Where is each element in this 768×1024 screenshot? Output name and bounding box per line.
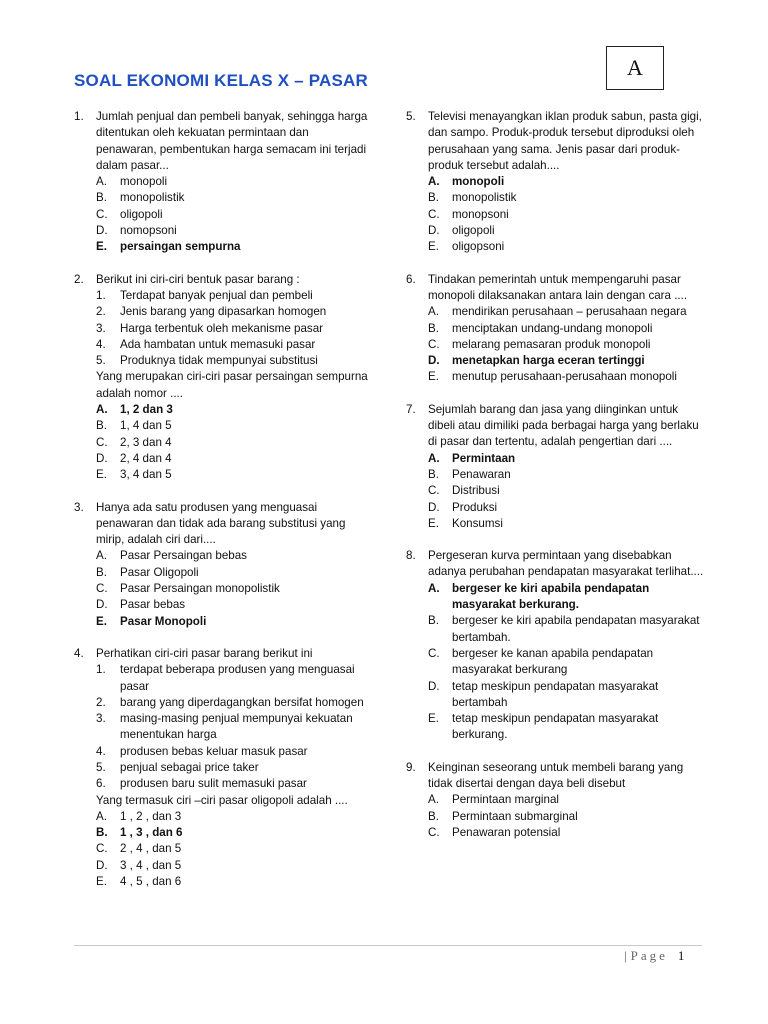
- statement-label: 5.: [96, 760, 106, 774]
- option-text: bergeser ke kiri apabila pendapatan masyarakat berkurang.: [452, 581, 650, 612]
- option-text: monopolistik: [120, 191, 185, 205]
- option-text: 4 , 5 , dan 6: [120, 875, 182, 889]
- question-continuation: Yang merupakan ciri-ciri pasar persaingan sempurna adalah nomor ....: [96, 370, 368, 400]
- option-label: E.: [96, 240, 107, 254]
- option-text: 1 , 2 , dan 3: [120, 809, 182, 823]
- question-text: Pergeseran kurva permintaan yang disebabkan adanya perubahan pendapatan masyarakat terlihat....: [428, 549, 704, 579]
- option-text: monopsoni: [452, 207, 509, 221]
- question-number: 8.: [406, 549, 416, 563]
- option-c: [406, 825, 706, 841]
- option-a: [406, 581, 706, 614]
- statement-text: Harga terbentuk oleh mekanisme pasar: [120, 321, 323, 335]
- statement-1: [74, 288, 370, 304]
- option-text: melarang pemasaran produk monopoli: [452, 337, 651, 351]
- statement-4: [74, 337, 370, 353]
- question-9: [406, 760, 706, 841]
- option-text: Penawaran: [452, 467, 511, 481]
- statement-label: 3.: [96, 321, 106, 335]
- option-label: B.: [428, 809, 439, 823]
- option-b: [74, 825, 370, 841]
- option-label: C.: [428, 337, 440, 351]
- option-b: [406, 467, 706, 483]
- statement-label: 1.: [96, 663, 106, 677]
- option-a: [406, 792, 706, 808]
- statement-label: 5.: [96, 354, 106, 368]
- statement-label: 4.: [96, 744, 106, 758]
- option-label: B.: [96, 565, 107, 579]
- statement-label: 6.: [96, 777, 106, 791]
- option-text: 2, 4 dan 4: [120, 451, 172, 465]
- question-7: [406, 402, 706, 532]
- option-text: 2 , 4 , dan 5: [120, 842, 182, 856]
- question-number: 3.: [74, 500, 84, 514]
- option-label: A.: [428, 581, 440, 595]
- statement-text: penjual sebagai price taker: [120, 760, 259, 774]
- page-number: 1: [677, 948, 685, 963]
- option-label: B.: [428, 614, 439, 628]
- option-label: B.: [96, 191, 107, 205]
- option-e: [74, 614, 370, 630]
- option-e: [406, 516, 706, 532]
- option-b: [74, 418, 370, 434]
- option-text: Distribusi: [452, 484, 500, 498]
- option-text: bergeser ke kiri apabila pendapatan masyarakat bertambah.: [452, 614, 700, 644]
- question-8: [406, 548, 706, 744]
- option-text: nomopsoni: [120, 224, 177, 238]
- option-e: [406, 239, 706, 255]
- option-label: C.: [96, 207, 108, 221]
- question-number: 1.: [74, 110, 84, 123]
- option-a: [406, 304, 706, 320]
- question-text: Berikut ini ciri-ciri bentuk pasar barang :: [96, 272, 300, 286]
- statement-text: barang yang diperdagangkan bersifat homogen: [120, 695, 364, 709]
- question-text: Televisi menayangkan iklan produk sabun, pasta gigi, dan sampo. Produk-produk tersebut diproduksi oleh perusahaan yang sama. Jenis pasar dari produk-produk tersebut adalah....: [428, 110, 702, 172]
- option-label: E.: [96, 614, 107, 628]
- page-label: Page: [630, 948, 668, 963]
- option-b: [406, 190, 706, 206]
- option-b: [406, 321, 706, 337]
- option-label: A.: [96, 403, 108, 417]
- option-c: [406, 483, 706, 499]
- question-text: Keinginan seseorang untuk membeli barang yang tidak disertai dengan daya beli disebut: [428, 760, 684, 790]
- option-a: [74, 402, 370, 418]
- statement-text: Jenis barang yang dipasarkan homogen: [120, 305, 327, 319]
- option-label: E.: [96, 875, 107, 889]
- option-c: [74, 207, 370, 223]
- option-text: Pasar Monopoli: [120, 614, 207, 628]
- option-label: B.: [428, 321, 439, 335]
- option-c: [406, 207, 706, 223]
- option-label: E.: [428, 712, 439, 726]
- statement-2: [74, 695, 370, 711]
- option-text: Permintaan submarginal: [452, 809, 578, 823]
- option-label: E.: [96, 468, 107, 482]
- option-text: menciptakan undang-undang monopoli: [452, 321, 653, 335]
- option-text: monopoli: [120, 175, 168, 189]
- option-label: D.: [96, 224, 108, 238]
- statement-text: masing-masing penjual mempunyai kekuatan menentukan harga: [120, 712, 353, 742]
- option-text: oligopsoni: [452, 240, 505, 254]
- option-label: E.: [428, 516, 439, 530]
- option-label: E.: [428, 370, 439, 384]
- footer-separator: |: [624, 948, 627, 963]
- option-d: [406, 500, 706, 516]
- option-label: D.: [96, 451, 108, 465]
- option-e: [406, 369, 706, 385]
- option-b: [74, 190, 370, 206]
- question-2: [74, 272, 370, 484]
- option-label: C.: [96, 435, 108, 449]
- option-text: 3 , 4 , dan 5: [120, 858, 182, 872]
- option-text: tetap meskipun pendapatan masyarakat berkurang.: [452, 712, 659, 742]
- option-d: [74, 597, 370, 613]
- statement-text: produsen baru sulit memasuki pasar: [120, 777, 307, 791]
- option-c: [406, 646, 706, 679]
- option-a: [74, 548, 370, 564]
- question-number: 4.: [74, 646, 84, 660]
- question-number: 7.: [406, 402, 416, 416]
- option-text: tetap meskipun pendapatan masyarakat bertambah: [452, 679, 659, 709]
- statement-label: 4.: [96, 337, 106, 351]
- option-d: [406, 679, 706, 712]
- option-text: 1 , 3 , dan 6: [120, 826, 183, 840]
- option-label: D.: [428, 354, 440, 368]
- option-label: D.: [428, 679, 440, 693]
- option-e: [74, 239, 370, 255]
- question-text: Jumlah penjual dan pembeli banyak, sehingga harga ditentukan oleh kekuatan permintaan dan penawaran, pembentukan harga semacam ini terjadi dalam pasar...: [96, 110, 368, 172]
- option-text: Pasar bebas: [120, 598, 186, 612]
- option-label: C.: [428, 207, 440, 221]
- statement-text: Ada hambatan untuk memasuki pasar: [120, 337, 316, 351]
- option-text: Pasar Oligopoli: [120, 565, 199, 579]
- question-3: [74, 500, 370, 630]
- statement-text: produsen bebas keluar masuk pasar: [120, 744, 308, 758]
- option-label: C.: [428, 825, 440, 839]
- option-label: B.: [428, 191, 439, 205]
- footer-divider: [74, 945, 702, 946]
- option-text: persaingan sempurna: [120, 240, 241, 254]
- statement-5: [74, 353, 370, 369]
- question-4: [74, 646, 370, 890]
- option-c: [74, 435, 370, 451]
- option-a: [406, 451, 706, 467]
- statement-text: Terdapat banyak penjual dan pembeli: [120, 288, 313, 302]
- question-text: Hanya ada satu produsen yang menguasai penawaran dan tidak ada barang substitusi yang mirip, adalah ciri dari....: [96, 500, 346, 547]
- option-label: D.: [428, 224, 440, 238]
- option-c: [74, 581, 370, 597]
- option-text: 1, 4 dan 5: [120, 419, 172, 433]
- option-b: [406, 613, 706, 646]
- right-column: [406, 109, 706, 857]
- option-label: A.: [96, 175, 107, 189]
- statement-4: [74, 744, 370, 760]
- option-b: [406, 809, 706, 825]
- option-text: 3, 4 dan 5: [120, 468, 172, 482]
- option-b: [74, 565, 370, 581]
- statement-label: 2.: [96, 695, 106, 709]
- option-text: bergeser ke kanan apabila pendapatan masyarakat berkurang: [452, 646, 654, 677]
- option-text: Permintaan: [452, 451, 516, 465]
- option-e: [406, 711, 706, 744]
- option-text: 2, 3 dan 4: [120, 435, 172, 449]
- question-continuation: Yang termasuk ciri –ciri pasar oligopoli adalah ....: [96, 793, 348, 807]
- option-d: [406, 223, 706, 239]
- option-label: B.: [96, 826, 108, 840]
- option-label: C.: [96, 582, 108, 596]
- left-column: [74, 109, 370, 906]
- option-a: [74, 809, 370, 825]
- question-text: Perhatikan ciri-ciri pasar barang berikut ini: [96, 646, 313, 660]
- option-e: [74, 467, 370, 483]
- option-text: oligopoli: [452, 224, 495, 238]
- option-label: A.: [428, 305, 439, 319]
- option-label: A.: [428, 793, 439, 807]
- option-e: [74, 874, 370, 890]
- option-label: D.: [96, 598, 108, 612]
- option-text: Konsumsi: [452, 516, 503, 530]
- statement-3: [74, 321, 370, 337]
- option-d: [74, 858, 370, 874]
- statement-label: 2.: [96, 305, 106, 319]
- question-6: [406, 272, 706, 386]
- option-text: Pasar Persaingan bebas: [120, 549, 247, 563]
- option-text: mendirikan perusahaan – perusahaan negara: [452, 305, 687, 319]
- option-c: [406, 337, 706, 353]
- option-label: C.: [428, 484, 440, 498]
- page-footer: [624, 948, 684, 964]
- question-5: [406, 109, 706, 256]
- option-label: C.: [96, 842, 108, 856]
- question-text: Tindakan pemerintah untuk mempengaruhi pasar monopoli dilaksanakan antara lain dengan cara ....: [428, 272, 688, 302]
- statement-6: [74, 776, 370, 792]
- statement-3: [74, 711, 370, 744]
- option-text: menetapkan harga eceran tertinggi: [452, 354, 645, 368]
- option-label: A.: [428, 451, 440, 465]
- option-label: C.: [428, 646, 440, 660]
- option-text: Permintaan marginal: [452, 793, 559, 807]
- question-number: 5.: [406, 110, 416, 123]
- question-number: 2.: [74, 272, 84, 286]
- option-text: monopoli: [452, 175, 505, 189]
- option-text: Produksi: [452, 500, 498, 514]
- option-label: A.: [428, 175, 440, 189]
- exam-code-box: A: [606, 46, 664, 90]
- option-label: E.: [428, 240, 439, 254]
- question-text: Sejumlah barang dan jasa yang diinginkan untuk dibeli atau dimiliki pada berbagai harga yang berlaku di pasar dan tertentu, adalah pengertian dari ....: [428, 402, 699, 449]
- option-text: Penawaran potensial: [452, 825, 561, 839]
- option-label: B.: [428, 467, 439, 481]
- option-c: [74, 841, 370, 857]
- option-a: [74, 174, 370, 190]
- statement-label: 3.: [96, 712, 106, 726]
- option-label: D.: [428, 500, 440, 514]
- statement-5: [74, 760, 370, 776]
- option-label: A.: [96, 809, 107, 823]
- question-number: 6.: [406, 272, 416, 286]
- option-d: [74, 451, 370, 467]
- question-number: 9.: [406, 760, 416, 774]
- option-label: D.: [96, 858, 108, 872]
- option-d: [406, 353, 706, 369]
- option-label: A.: [96, 549, 107, 563]
- statement-2: [74, 304, 370, 320]
- option-d: [74, 223, 370, 239]
- option-text: monopolistik: [452, 191, 517, 205]
- statement-text: Produknya tidak mempunyai substitusi: [120, 354, 318, 368]
- option-text: Pasar Persaingan monopolistik: [120, 582, 280, 596]
- option-text: menutup perusahaan-perusahaan monopoli: [452, 370, 677, 384]
- option-label: B.: [96, 419, 107, 433]
- option-text: 1, 2 dan 3: [120, 403, 173, 417]
- statement-label: 1.: [96, 288, 106, 302]
- option-text: oligopoli: [120, 207, 163, 221]
- statement-text: terdapat beberapa produsen yang menguasai pasar: [120, 663, 355, 693]
- page-title: SOAL EKONOMI KELAS X – PASAR: [74, 71, 369, 90]
- question-1: [74, 109, 370, 256]
- option-a: [406, 174, 706, 190]
- statement-1: [74, 662, 370, 695]
